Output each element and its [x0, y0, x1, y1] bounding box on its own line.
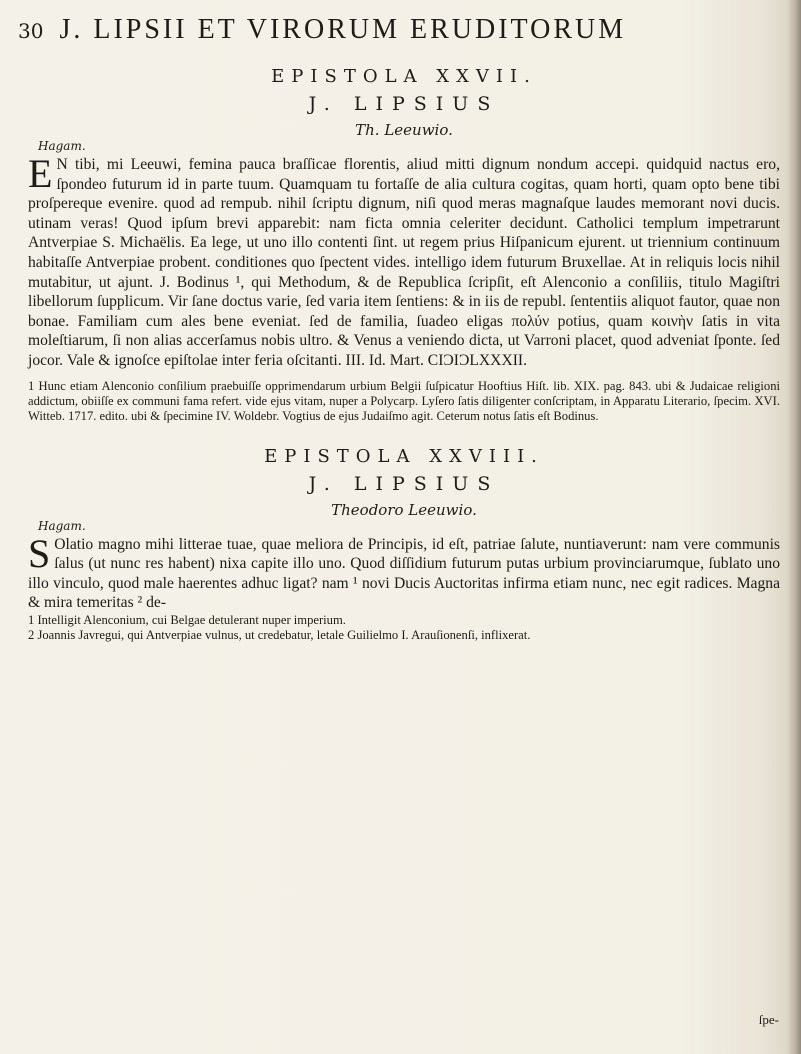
page-number: 30 [18, 19, 44, 43]
page-header [18, 14, 788, 48]
letter-title: EPISTOLA XXVII. [271, 66, 537, 87]
footnote: 2 Joannis Javregui, qui Antverpiae vulnus, ut credebatur, letale Guilielmo I. Arauſionenſi, inflixerat. [28, 627, 531, 642]
letter-recipient: Theodoro Leeuwio. [331, 500, 477, 519]
letter-body-text: N tibi, mi Leeuwi, femina pauca braſſicae florentis, aliud mitti dignum nondum accepi. quidquid nactus ero, ſpondeo futurum id in parte tuum. Quamquam tu fortaſſe de alia cultura cogitas, quam horti, quam opto bene tibi proſpereque evenire. quod ad rempub. nihil ſcriptu dignum, niſi quod meras magnaſque laudes memorant novi ducis. utinam veras! Quod ipſum brevi apparebit: nam ficta omnia celeriter decidunt. Catholici templum impetrarunt Antverpiae S. Michaëlis. Ea lege, ut uno illo contenti ſint. ut regem prius Hiſpanicum ejurent. ut triennium continuum habitaſſe Antverpiae probent. conditiones quo ſpectent vides. intelligo idem futurum Bruxellae. At in reliquis locis nihil mutabitur, ut ajunt. J. Bodinus ¹, qui Methodum, & de Republica ſcripſit, eſt Alenconio a conſiliis, titulo Magiſtri libellorum ſupplicum. Vir ſane doctus varie, ſed varia item ſentiens: & in iis de republ. ſententiis aliquot fautor, quae non bonae. Familiam cum ales bene eveniat. ſed de familia, ſuadeo eligas πολύν potius, quam κοινὴν ſatis in vita moleſtiarum, ſi non alias accerſamus nobis ultro. & Venus a veniendo dicta, ut Varroni placet, quod adveniat ſponte. ſed jocor. Vale & ignoſce epiſtolae inter feria oſcitanti. III. Id. Mart. CIƆIƆLXXXII. [28, 156, 780, 369]
catchword: ſpe- [758, 1012, 779, 1027]
letter-place: Hagam. [38, 139, 86, 153]
footnote: 1 Intelligit Alenconium, cui Belgae detulerant nuper imperium. [28, 612, 346, 627]
letter-author: J. LIPSIUS [308, 472, 500, 495]
section-gap [28, 424, 780, 438]
letter-27 [28, 66, 780, 424]
letter-28 [28, 446, 780, 643]
letter-recipient: Th. Leeuwio. [355, 121, 453, 139]
letter-body [28, 530, 780, 613]
drop-cap: E [28, 151, 53, 196]
letter-place: Hagam. [38, 518, 86, 533]
page-edge-shadow [787, 0, 801, 1054]
letter-title: EPISTOLA XXVIII. [264, 445, 544, 467]
footnote: 1 Hunc etiam Alenconio conſilium praebuiſſe opprimendarum urbium Belgii ſuſpicatur Hooftius Hiſt. lib. XIX. pag. 843. ubi & Judaicae religioni addictum, obiiſſe ex communi fama refert. vide ejus vitam, nuper a Polycarp. Lyſero ſatis diligenter conſcriptam, in Apparatu Literario, ſpecim. XVI. Witteb. 1717. edito. ubi & ſpecimine IV. Woldebr. Vogtius de ejus Judaiſmo agit. Ceterum notus ſatis eſt Bodinus. [28, 378, 780, 423]
letter-body-text: Olatio magno mihi litterae tuae, quae meliora de Principis, id eſt, patriae ſalute, nuntiaverunt: nam vere communis ſalus (ut nunc res habent) nixa capite illo uno. Quod diſſidium futurum putas urbium provinciarumque, ſublato uno illo vinculo, quod male haerentes adhuc ligat? nam ¹ novi Ducis Auctoritas infirma etiam nunc, nec egit radices. Magna & mira temeritas ² de- [28, 535, 780, 612]
footnotes [28, 613, 780, 643]
letter-author: J. LIPSIUS [308, 93, 500, 115]
page-content [28, 58, 780, 643]
letter-body [28, 151, 780, 371]
drop-cap: S [28, 530, 51, 576]
running-title: J. LIPSII ET VIRORUM ERUDITORUM [59, 14, 627, 45]
